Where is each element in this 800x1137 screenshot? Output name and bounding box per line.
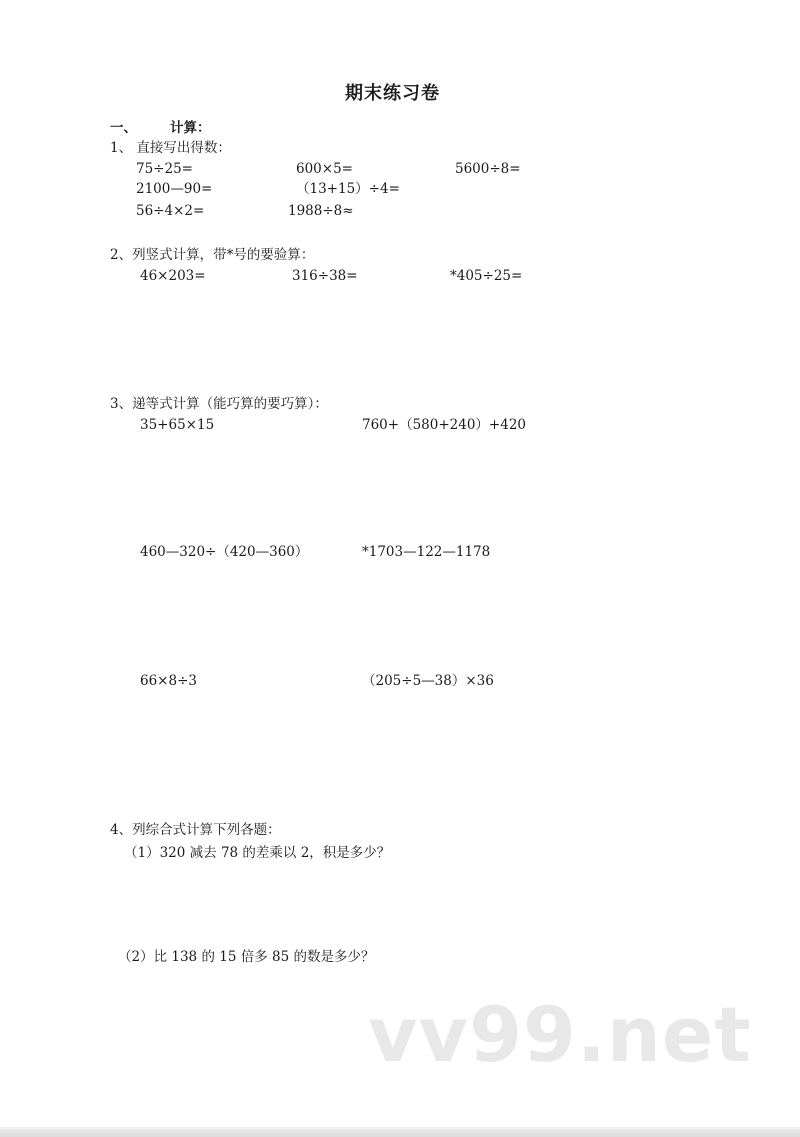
q4-item: （2）比 138 的 15 倍多 85 的数是多少？ — [118, 949, 375, 965]
q3-item: 460—320÷（420—360） — [140, 544, 309, 560]
q1-item: 2100—90= — [136, 181, 213, 197]
q2-item: *405÷25= — [450, 268, 523, 284]
q3-heading: 3、递等式计算（能巧算的要巧算）： — [110, 396, 328, 412]
q1-item: 5600÷8= — [455, 161, 521, 177]
q3-item: 66×8÷3 — [140, 673, 197, 689]
q1-item: （13+15）÷4= — [296, 181, 400, 197]
q1-item: 1988÷8≈ — [288, 203, 354, 219]
q3-item: （205÷5—38）×36 — [362, 673, 494, 689]
q1-item: 56÷4×2= — [136, 203, 205, 219]
q4-item: （1）320 减去 78 的差乘以 2，积是多少？ — [124, 845, 391, 861]
q3-item: 35+65×15 — [140, 417, 215, 433]
page-bottom-edge — [0, 1129, 800, 1137]
section-number: 一、 — [110, 120, 137, 136]
section-label: 计算： — [170, 120, 211, 136]
q2-item: 46×203= — [140, 268, 206, 284]
q1-item: 75÷25= — [136, 161, 193, 177]
watermark: vv99.net — [368, 990, 752, 1079]
q3-item: *1703—122—1178 — [362, 544, 491, 560]
q1-item: 600×5= — [296, 161, 353, 177]
q2-item: 316÷38= — [292, 268, 358, 284]
q4-heading: 4、列综合式计算下列各题： — [110, 822, 281, 838]
page-title: 期末练习卷 — [345, 83, 440, 104]
q1-heading: 1、 直接写出得数： — [110, 140, 231, 156]
q3-item: 760+（580+240）+420 — [362, 417, 527, 433]
q2-heading: 2、列竖式计算，带*号的要验算： — [110, 247, 315, 263]
